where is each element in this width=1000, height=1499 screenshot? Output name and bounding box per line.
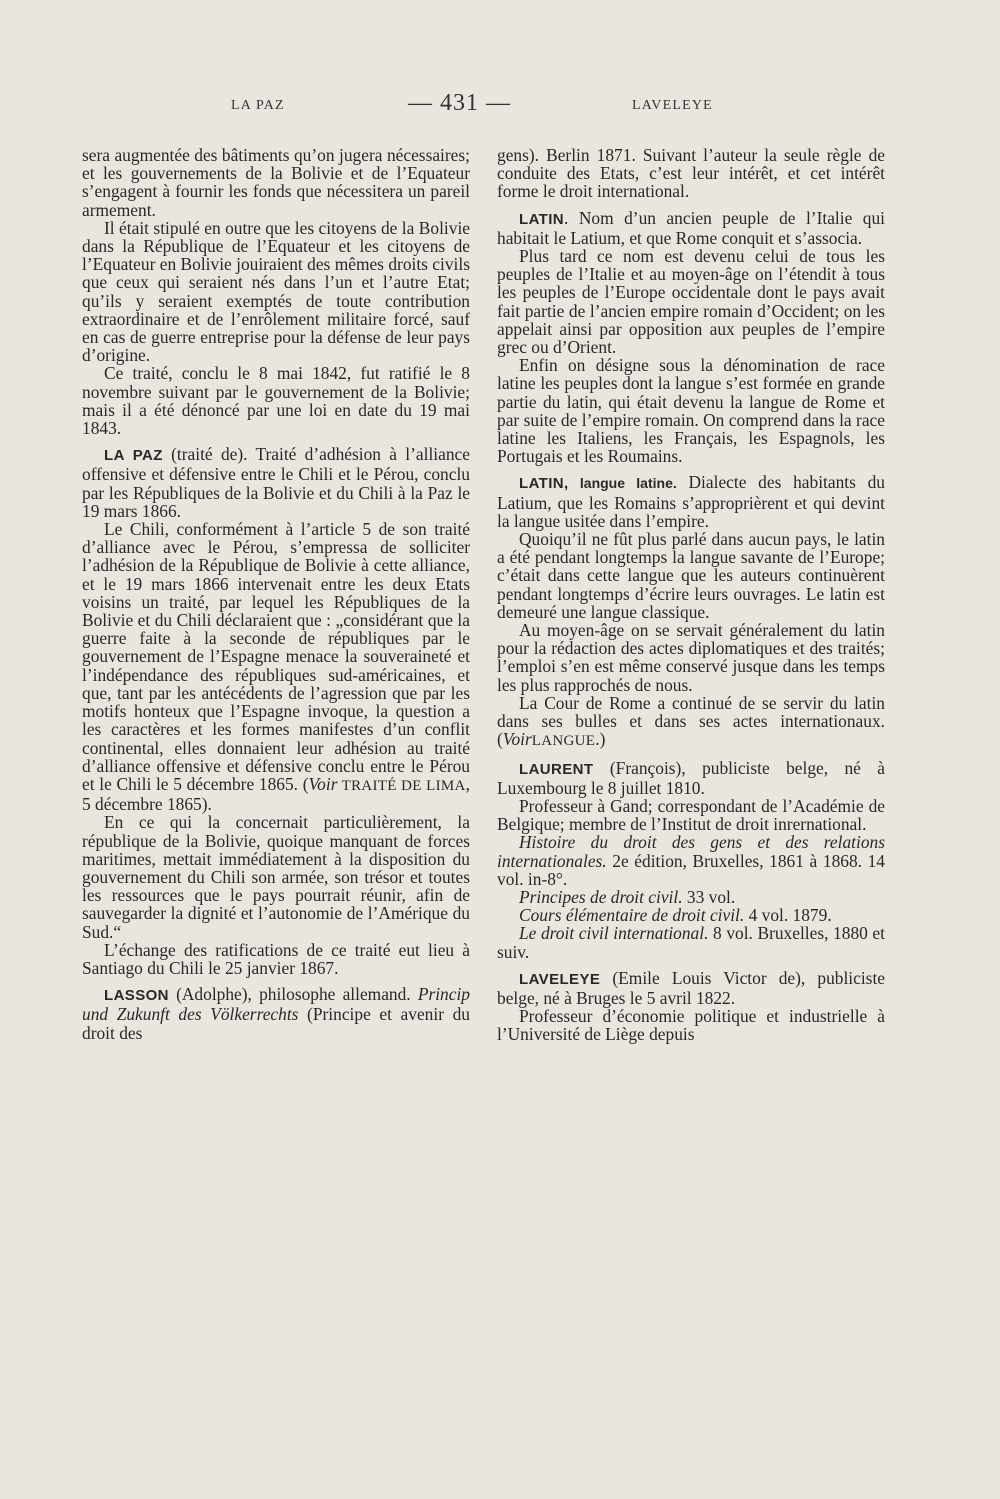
- paragraph: [497, 694, 885, 751]
- entry-text: (Emile Louis Victor de), publiciste belge, né à Bruges le 5 avril 1822.: [497, 967, 885, 1008]
- paragraph: Professeur à Gand; correspondant de l’Académie de Belgique; membre de l’Institut de droit inrernational.: [497, 795, 885, 835]
- left-column: [82, 146, 470, 1042]
- cross-ref-voir: Voir: [502, 729, 532, 750]
- cross-ref: LANGUE: [531, 733, 596, 750]
- paragraph: Professeur d’économie politique et industrielle à l’Université de Liège depuis: [497, 1006, 885, 1045]
- right-column: [497, 146, 885, 1044]
- bibliography-item: [497, 888, 885, 906]
- headword: LATIN: [519, 210, 565, 228]
- entry-text: . Nom d’un ancien peuple de l’Italie qui habitait le Latium, et que Rome conquit et s’associa.: [497, 207, 885, 248]
- paragraph: Enfin on désigne sous la dénomination de race latine les peuples dont la langue s’est formée en grande partie du latin, qui était devenu la langue de Rome et par suite de l’empire romain. On comprend dans la race latine les Italiens, les Français, les Espagnols, les Portugais et les Roumains.: [497, 355, 885, 467]
- work-details: 4 vol. 1879.: [744, 905, 832, 926]
- cross-ref: TRAITÉ DE LIMA: [337, 777, 466, 794]
- paragraph-text: La Cour de Rome a continué de se servir du latin dans ses bulles et dans ses actes internationaux. (: [497, 692, 885, 750]
- work-details: 8 vol. Bruxelles, 1880 et suiv.: [497, 923, 885, 962]
- work-title: Le droit civil international.: [519, 923, 709, 944]
- work-details: 33 vol.: [682, 886, 736, 907]
- entry-lasson: [82, 985, 470, 1042]
- entry-laurent: [497, 759, 885, 797]
- paragraph: sera augmentée des bâtiments qu’on jugera nécessaires; et les gouvernements de la Bolivie et de l’Equateur s’engagent à fournir les fonds que nécessitera un pareil armement.: [82, 145, 470, 220]
- headword: LATIN,: [519, 475, 569, 493]
- work-details: 2e édition, Bruxelles, 1861 à 1868. 14 vol. in-8°.: [497, 850, 885, 889]
- headword: LAURENT: [519, 760, 594, 778]
- paragraph: Plus tard ce nom est devenu celui de tous les peuples de l’Italie et au moyen-âge on l’étendit à tous les peuples de l’Europe occidentale dont le pays avait fait partie de l’ancien empire romain d’Occident; on les appelait ainsi par opposition aux peuples de l’empire grec ou d’Orient.: [497, 246, 885, 358]
- headword: LA PAZ: [104, 447, 163, 465]
- headword: LAVELEYE: [519, 970, 601, 988]
- entry-text: (Principe et avenir du droit des: [82, 1004, 470, 1043]
- bibliography-item: [497, 833, 885, 888]
- paragraph-text: Le Chili, conformément à l’article 5 de son traité d’alliance avec le Pérou, s’empressa de solliciter l’adhésion de la République de Bolivie à cette alliance, et le 19 mars 1866 intervenait entre les deux Etats voisins un traité, par lequel les Républiques de la Bolivie et du Chili déclaraient que : „considérant que la guerre faite à la seconde de républiques par le gouvernement de l’Espagne menace la souveraineté et l’indépendance des républiques sud-américaines, et que, tant par les antécédents de l’agression que par les motifs honteux que l’Espagne invoque, la question a les caractères et les formes manifestes d’un conflit continental, elles donnaient leur adhésion au traité d’alliance offensive et défensive conclu entre le Pérou et le Chili le 5 décembre 1865. (: [82, 519, 470, 794]
- headword: LASSON: [104, 987, 169, 1005]
- paragraph: En ce qui la concernait particulièrement, la république de la Bolivie, quoique manquant de forces maritimes, mettait immédiatement à la disposition du gouvernement du Chili son armée, son trésor et toutes les ressources que le pays pourrait réunir, afin de sauvegarder la dignité et l’autonomie de l’Amérique du Sud.“: [82, 812, 470, 942]
- bibliography-item: [497, 906, 885, 924]
- entry-text: (François), publiciste belge, né à Luxembourg le 8 juillet 1810.: [497, 757, 885, 798]
- sub-headword: langue latine.: [568, 475, 677, 492]
- paragraph: Il était stipulé en outre que les citoyens de la Bolivie dans la République de l’Equateur et les citoyens de l’Equateur en Bolivie jouiraient des mêmes droits civils que ceux qui seraient nés dans l’un et l’autre Etat; qu’ils y seraient exemptés de toute contribution extraordinaire et de l’enrôlement militaire forcé, sauf en cas de guerre entreprise pour la défense de leur pays d’origine.: [82, 217, 470, 366]
- entry-laveleye: [497, 969, 885, 1007]
- paragraph: Au moyen-âge on se servait généralement du latin pour la rédaction des actes diplomatiques et des traités; l’emploi s’en est même conservé jusque dans les temps les plus rapprochés de nous.: [497, 620, 885, 695]
- bibliography-item: [497, 924, 885, 960]
- cross-ref-voir: Voir: [308, 773, 338, 794]
- work-title: Princip und Zukunft des Völkerrechts: [82, 984, 470, 1025]
- running-header: [0, 92, 1000, 122]
- header-left-title: LA PAZ: [231, 98, 285, 113]
- paragraph-text: .): [595, 729, 606, 750]
- entry-latin: [497, 209, 885, 247]
- entry-la-paz: [82, 445, 470, 520]
- paragraph-text: , 5 décembre 1865).: [82, 773, 470, 815]
- paragraph: Ce traité, conclu le 8 mai 1842, fut ratifié le 8 novembre suivant par le gouvernement de la Bolivie; mais il a été dénoncé par une loi en date du 19 mai 1843.: [82, 363, 470, 439]
- entry-text: (Adolphe), philosophe allemand.: [168, 984, 418, 1005]
- header-right-title: LAVELEYE: [632, 98, 713, 113]
- paragraph: Quoiqu’il ne fût plus parlé dans aucun pays, le latin a été pendant longtemps la langue savante de l’Europe; c’était dans cette langue que les auteurs continuèrent pendant longtemps d’écrire leurs ouvrages. Le latin est demeuré une langue classique.: [497, 529, 885, 622]
- paragraph: L’échange des ratifications de ce traité eut lieu à Santiago du Chili le 25 janvier 1867.: [82, 939, 470, 978]
- entry-latin-langue: [497, 473, 885, 530]
- entry-text: Dialecte des habitants du Latium, que les Romains s’approprièrent et qui devint la langue usitée dans l’empire.: [497, 472, 885, 531]
- work-title: Histoire du droit des gens et des relations internationales.: [497, 832, 885, 871]
- page-number: — 431 —: [408, 90, 511, 116]
- entry-text: (traité de). Traité d’adhésion à l’alliance offensive et défensive entre le Chili et le Pérou, conclu par les Républiques de la Bolivie et du Chili à la Paz le 19 mars 1866.: [82, 444, 470, 521]
- paragraph: gens). Berlin 1871. Suivant l’auteur la seule règle de conduite des Etats, c’est leur intérêt, et cet intérêt forme le droit international.: [497, 145, 885, 202]
- work-title: Cours élémentaire de droit civil.: [519, 905, 745, 926]
- paragraph: [82, 520, 470, 813]
- work-title: Principes de droit civil.: [519, 886, 683, 907]
